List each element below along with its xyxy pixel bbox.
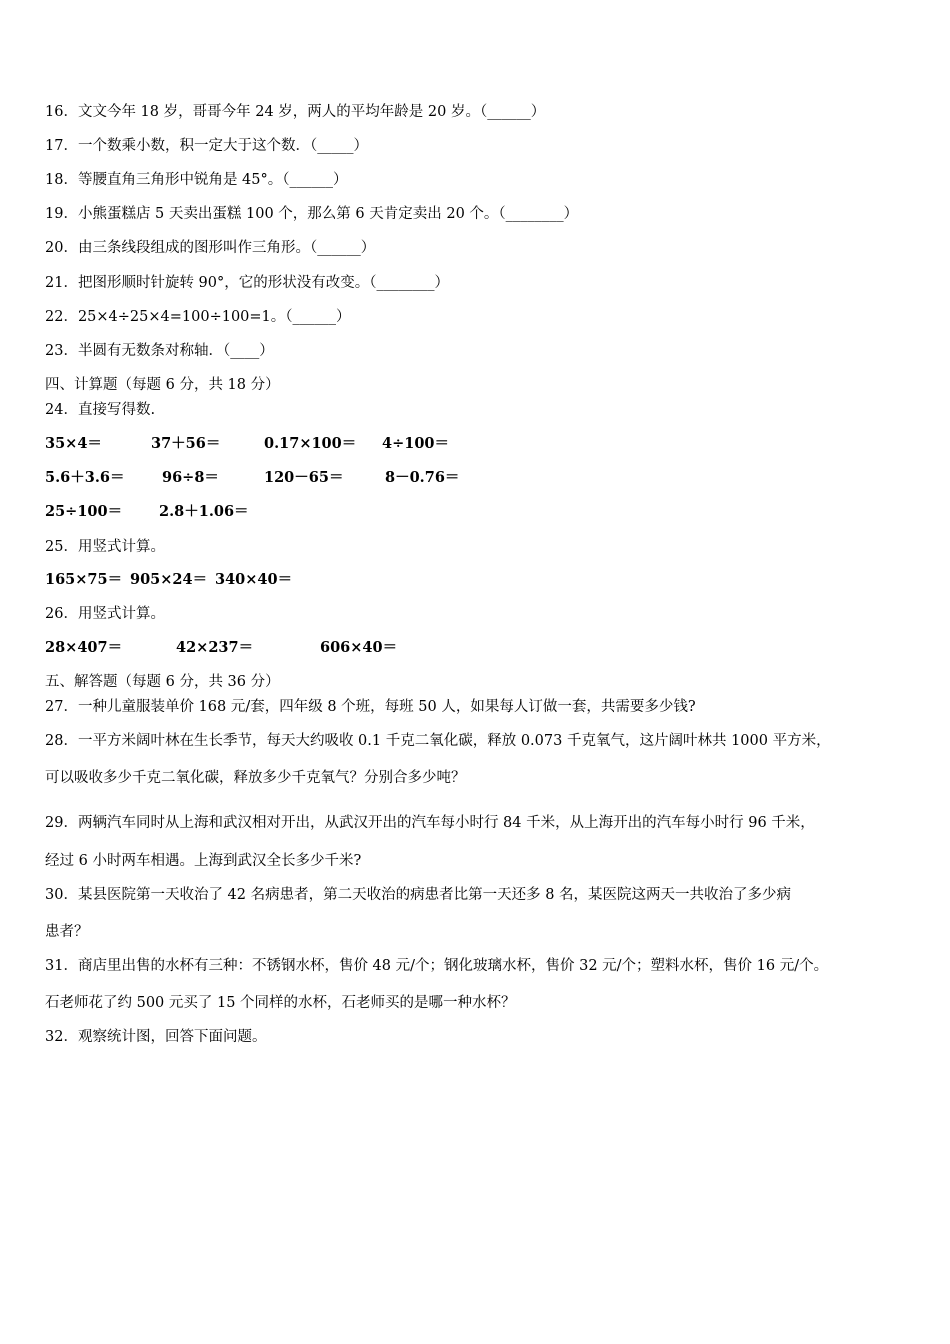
question-18: 18．等腰直角三角形中锐角是 45°。（______） [45,172,348,188]
question-22: 22．25×4÷25×4=100÷100=1。（______） [45,309,351,325]
question-23: 23．半圆有无数条对称轴．（____） [45,343,274,359]
calc-item: 2.8＋1.06＝ [159,503,249,520]
question-25: 25．用竖式计算。 [45,539,165,555]
question-29-line-2: 经过 6 小时两车相遇。上海到武汉全长多少千米? [45,853,362,869]
calc-item: 4÷100＝ [382,435,450,452]
calc-item: 42×237＝ [176,639,254,656]
question-21: 21．把图形顺时针旋转 90°，它的形状没有改变。（________） [45,275,450,291]
question-32: 32．观察统计图，回答下面问题。 [45,1029,267,1045]
calc-item: 35×4＝ [45,435,102,452]
question-16: 16．文文今年 18 岁，哥哥今年 24 岁，两人的平均年龄是 20 岁。（______） [45,104,546,120]
q24-row-3 [45,502,905,522]
question-28-line-2: 可以吸收多少千克二氧化碳，释放多少千克氧气？分别合多少吨？ [45,770,466,786]
section-4-heading: 四、计算题（每题 6 分，共 18 分） [45,377,280,393]
calc-item: 0.17×100＝ [264,435,357,452]
question-31-line-1: 31．商店里出售的水杯有三种：不锈钢水杯，售价 48 元/个；钢化玻璃水杯，售价 32 元/个；塑料水杯，售价 16 元/个。 [45,958,829,974]
q24-row-2 [45,468,905,488]
calc-item: 25÷100＝ [45,503,123,520]
question-24: 24．直接写得数. [45,402,156,418]
calc-item: 120－65＝ [264,469,344,486]
question-19: 19．小熊蛋糕店 5 天卖出蛋糕 100 个，那么第 6 天肯定卖出 20 个。（________） [45,206,579,222]
calc-item: 8－0.76＝ [385,469,460,486]
calc-item: 905×24＝ [130,571,208,588]
q24-row-1 [45,434,905,454]
calc-item: 37＋56＝ [151,435,221,452]
question-17: 17．一个数乘小数，积一定大于这个数．（_____） [45,138,368,154]
question-30-line-1: 30．某县医院第一天收治了 42 名病患者，第二天收治的病患者比第一天还多 8 名，某医院这两天一共收治了多少病 [45,887,792,903]
q25-row [45,570,905,590]
question-28-line-1: 28．一平方米阔叶林在生长季节，每天大约吸收 0.1 千克二氧化碳，释放 0.073 千克氧气，这片阔叶林共 1000 平方米， [45,733,831,749]
question-27: 27．一种儿童服装单价 168 元/套，四年级 8 个班，每班 50 人，如果每人订做一套，共需要多少钱? [45,699,696,715]
question-30-line-2: 患者？ [45,924,89,940]
calc-item: 165×75＝ [45,571,123,588]
question-20: 20．由三条线段组成的图形叫作三角形。（______） [45,240,376,256]
calc-item: 606×40＝ [320,639,398,656]
calc-item: 5.6＋3.6＝ [45,469,125,486]
q26-row [45,638,905,658]
question-29-line-1: 29．两辆汽车同时从上海和武汉相对开出，从武汉开出的汽车每小时行 84 千米，从上海开出的汽车每小时行 96 千米， [45,815,815,831]
calc-item: 96÷8＝ [162,469,219,486]
section-5-heading: 五、解答题（每题 6 分，共 36 分） [45,674,280,690]
calc-item: 340×40＝ [215,571,293,588]
calc-item: 28×407＝ [45,639,123,656]
question-31-line-2: 石老师花了约 500 元买了 15 个同样的水杯，石老师买的是哪一种水杯？ [45,995,516,1011]
question-26: 26．用竖式计算。 [45,606,165,622]
